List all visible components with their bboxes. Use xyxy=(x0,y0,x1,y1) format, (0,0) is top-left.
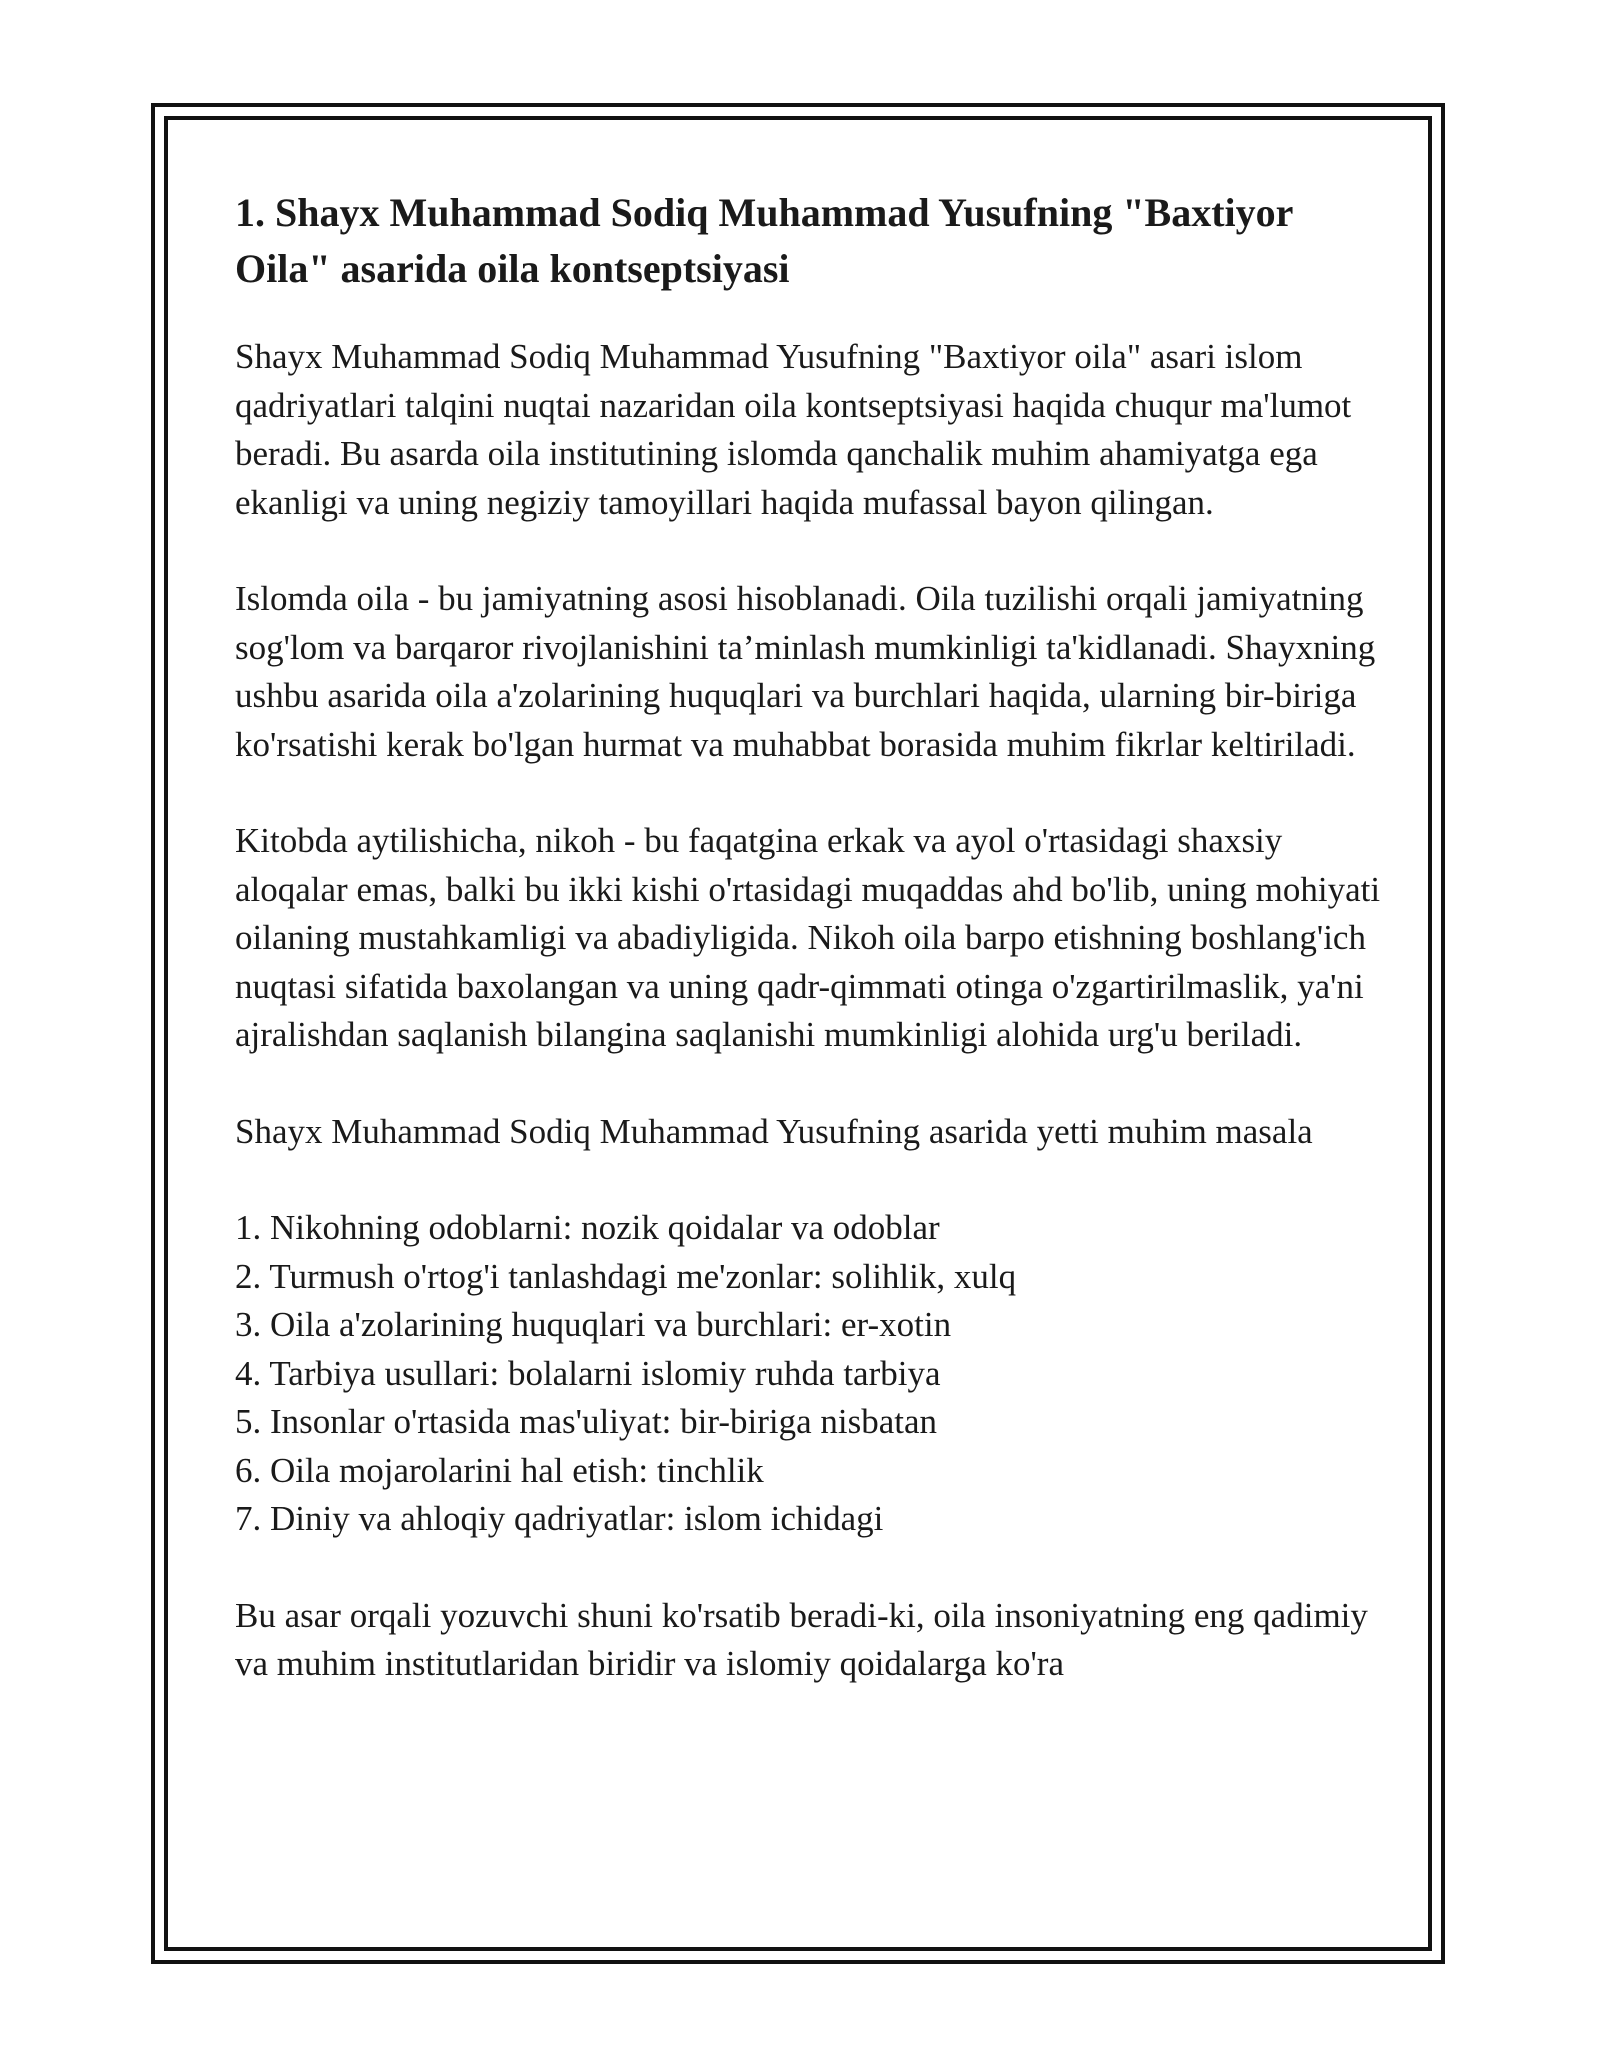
paragraph-family-foundation: Islomda oila - bu jamiyatning asosi hisoblanadi. Oila tuzilishi orqali jamiyatning sog'lom va barqaror rivojlanishini ta’minlash mumkinligi ta'kidlanadi. Shayxning ushbu asarida oila a'zolarining huquqlari va burchlari haqida, ularning bir-biriga ko'rsatishi kerak bo'lgan hurmat va muhabbat borasida muhim fikrlar keltiriladi. xyxy=(235,579,1376,764)
document-body xyxy=(235,185,1385,1737)
list-item: 4. Tarbiya usullari: bolalarni islomiy ruhda tarbiya xyxy=(235,1353,941,1393)
list-item: 7. Diniy va ahloqiy qadriyatlar: islom ichidagi xyxy=(235,1499,884,1538)
paragraph-marriage: Kitobda aytilishicha, nikoh - bu faqatgina erkak va ayol o'rtasidagi shaxsiy aloqalar emas, balki bu ikki kishi o'rtasidagi muqaddas ahd bo'lib, uning mohiyati oilaning mustahkamligi va abadiyligida. Nikoh oila barpo etishning boshlang'ich nuqtasi sifatida baxolangan va uning qadr-qimmati otinga o'zgartirilmaslik, ya'ni ajralishdan saqlanish bilangina saqlanishi mumkinligi alohida urg'u beriladi. xyxy=(235,821,1381,1054)
document-title: 1. Shayx Muhammad Sodiq Muhammad Yusufning "Baxtiyor Oila" asarida oila kontseptsiyasi xyxy=(235,190,1293,291)
issues-list xyxy=(235,1204,1385,1544)
paragraph-list-intro: Shayx Muhammad Sodiq Muhammad Yusufning asarida yetti muhim masala xyxy=(235,1111,1313,1151)
list-item: 1. Nikohning odoblarni: nozik qoidalar va odoblar xyxy=(235,1208,940,1247)
paragraph-closing: Bu asar orqali yozuvchi shuni ko'rsatib beradi-ki, oila insoniyatning eng qadimiy va muhim institutlaridan biridir va islomiy qoidalarga ko'ra xyxy=(235,1595,1368,1683)
list-item: 5. Insonlar o'rtasida mas'uliyat: bir-biriga nisbatan xyxy=(235,1402,938,1441)
list-item: 6. Oila mojarolarini hal etish: tinchlik xyxy=(235,1450,764,1490)
list-item: 2. Turmush o'rtog'i tanlashdagi me'zonlar: solihlik, xulq xyxy=(235,1256,1017,1296)
paragraph-intro: Shayx Muhammad Sodiq Muhammad Yusufning "Baxtiyor oila" asari islom qadriyatlari talqini nuqtai nazaridan oila kontseptsiyasi haqida chuqur ma'lumot beradi. Bu asarda oila institutining islomda qanchalik muhim ahamiyatga ega ekanligi va uning negiziy tamoyillari haqida mufassal bayon qilingan. xyxy=(235,337,1352,522)
list-item: 3. Oila a'zolarining huquqlari va burchlari: er-xotin xyxy=(235,1305,952,1344)
